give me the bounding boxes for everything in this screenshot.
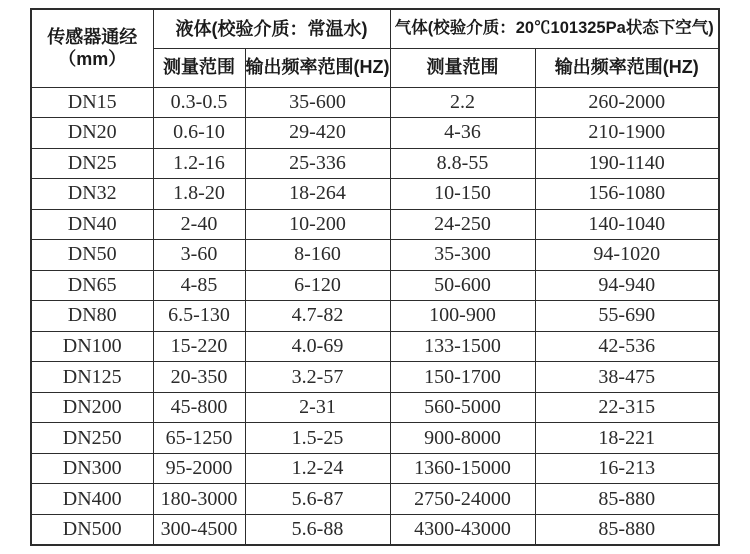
flowmeter-spec-table-container <box>30 8 720 546</box>
gas-measure-range-cell: 10-150 <box>390 179 535 210</box>
table-row <box>31 148 719 179</box>
gas-output-frequency-range-hz-cell: 94-1020 <box>535 240 719 271</box>
liquid-output-frequency-range-hz-cell: 5.6-88 <box>245 514 390 545</box>
gas-output-frequency-range-hz-cell: 260-2000 <box>535 87 719 118</box>
liquid-freq-range-header: 输出频率范围(HZ) <box>245 48 390 87</box>
liquid-output-frequency-range-hz-cell: 18-264 <box>245 179 390 210</box>
gas-output-frequency-range-hz-cell: 156-1080 <box>535 179 719 210</box>
liquid-output-frequency-range-hz-cell: 10-200 <box>245 209 390 240</box>
liquid-output-frequency-range-hz-cell: 29-420 <box>245 118 390 149</box>
gas-group-header: 气体(校验介质：20℃101325Pa状态下空气) <box>390 9 719 48</box>
table-row <box>31 453 719 484</box>
sensor-diameter-header-line2: （mm） <box>58 49 127 70</box>
liquid-output-frequency-range-hz-cell: 4.7-82 <box>245 301 390 332</box>
sensor-diameter-header-line1: 传感器通经 <box>47 26 138 47</box>
sensor-diameter-header <box>31 9 153 87</box>
table-header <box>31 9 719 87</box>
gas-output-frequency-range-hz-cell: 140-1040 <box>535 209 719 240</box>
gas-measure-range-cell: 50-600 <box>390 270 535 301</box>
gas-output-frequency-range-hz-cell: 85-880 <box>535 514 719 545</box>
liquid-output-frequency-range-hz-cell: 5.6-87 <box>245 484 390 515</box>
gas-output-frequency-range-hz-cell: 190-1140 <box>535 148 719 179</box>
table-row <box>31 209 719 240</box>
gas-output-frequency-range-hz-cell: 16-213 <box>535 453 719 484</box>
sensor-diameter-dn-cell: DN100 <box>31 331 153 362</box>
sensor-diameter-dn-cell: DN250 <box>31 423 153 454</box>
liquid-measure-range-cell: 0.6-10 <box>153 118 245 149</box>
table-row <box>31 514 719 545</box>
gas-measure-range-header: 测量范围 <box>390 48 535 87</box>
liquid-measure-range-cell: 0.3-0.5 <box>153 87 245 118</box>
table-row <box>31 331 719 362</box>
liquid-measure-range-cell: 95-2000 <box>153 453 245 484</box>
liquid-measure-range-cell: 15-220 <box>153 331 245 362</box>
liquid-output-frequency-range-hz-cell: 1.2-24 <box>245 453 390 484</box>
gas-output-frequency-range-hz-cell: 42-536 <box>535 331 719 362</box>
gas-output-frequency-range-hz-cell: 18-221 <box>535 423 719 454</box>
liquid-measure-range-cell: 300-4500 <box>153 514 245 545</box>
sensor-diameter-dn-cell: DN25 <box>31 148 153 179</box>
gas-measure-range-cell: 8.8-55 <box>390 148 535 179</box>
flowmeter-spec-table <box>30 8 720 546</box>
sensor-diameter-dn-cell: DN80 <box>31 301 153 332</box>
sensor-diameter-dn-cell: DN20 <box>31 118 153 149</box>
liquid-output-frequency-range-hz-cell: 35-600 <box>245 87 390 118</box>
liquid-measure-range-cell: 4-85 <box>153 270 245 301</box>
liquid-measure-range-cell: 45-800 <box>153 392 245 423</box>
gas-measure-range-cell: 150-1700 <box>390 362 535 393</box>
liquid-output-frequency-range-hz-cell: 25-336 <box>245 148 390 179</box>
table-row <box>31 240 719 271</box>
liquid-output-frequency-range-hz-cell: 8-160 <box>245 240 390 271</box>
sensor-diameter-dn-cell: DN300 <box>31 453 153 484</box>
sensor-diameter-dn-cell: DN32 <box>31 179 153 210</box>
liquid-output-frequency-range-hz-cell: 1.5-25 <box>245 423 390 454</box>
gas-output-frequency-range-hz-cell: 210-1900 <box>535 118 719 149</box>
table-body <box>31 87 719 545</box>
table-row <box>31 87 719 118</box>
gas-measure-range-cell: 2.2 <box>390 87 535 118</box>
sensor-diameter-dn-cell: DN400 <box>31 484 153 515</box>
liquid-measure-range-cell: 65-1250 <box>153 423 245 454</box>
liquid-output-frequency-range-hz-cell: 3.2-57 <box>245 362 390 393</box>
table-row <box>31 301 719 332</box>
liquid-measure-range-cell: 3-60 <box>153 240 245 271</box>
gas-measure-range-cell: 560-5000 <box>390 392 535 423</box>
liquid-group-header: 液体(校验介质：常温水) <box>153 9 390 48</box>
liquid-measure-range-cell: 1.2-16 <box>153 148 245 179</box>
liquid-measure-range-cell: 20-350 <box>153 362 245 393</box>
liquid-measure-range-header: 测量范围 <box>153 48 245 87</box>
table-row <box>31 179 719 210</box>
sensor-diameter-dn-cell: DN200 <box>31 392 153 423</box>
gas-output-frequency-range-hz-cell: 94-940 <box>535 270 719 301</box>
sensor-diameter-dn-cell: DN500 <box>31 514 153 545</box>
gas-output-frequency-range-hz-cell: 38-475 <box>535 362 719 393</box>
sensor-diameter-dn-cell: DN40 <box>31 209 153 240</box>
gas-measure-range-cell: 2750-24000 <box>390 484 535 515</box>
sensor-diameter-dn-cell: DN125 <box>31 362 153 393</box>
gas-measure-range-cell: 24-250 <box>390 209 535 240</box>
gas-measure-range-cell: 900-8000 <box>390 423 535 454</box>
liquid-measure-range-cell: 1.8-20 <box>153 179 245 210</box>
gas-freq-range-header: 输出频率范围(HZ) <box>535 48 719 87</box>
gas-measure-range-cell: 100-900 <box>390 301 535 332</box>
header-row-groups <box>31 9 719 48</box>
liquid-output-frequency-range-hz-cell: 6-120 <box>245 270 390 301</box>
gas-measure-range-cell: 4300-43000 <box>390 514 535 545</box>
table-row <box>31 118 719 149</box>
liquid-measure-range-cell: 2-40 <box>153 209 245 240</box>
table-row <box>31 362 719 393</box>
table-row <box>31 270 719 301</box>
sensor-diameter-dn-cell: DN15 <box>31 87 153 118</box>
liquid-output-frequency-range-hz-cell: 4.0-69 <box>245 331 390 362</box>
liquid-measure-range-cell: 180-3000 <box>153 484 245 515</box>
gas-output-frequency-range-hz-cell: 22-315 <box>535 392 719 423</box>
gas-output-frequency-range-hz-cell: 55-690 <box>535 301 719 332</box>
table-row <box>31 423 719 454</box>
gas-measure-range-cell: 35-300 <box>390 240 535 271</box>
table-row <box>31 392 719 423</box>
sensor-diameter-dn-cell: DN65 <box>31 270 153 301</box>
gas-output-frequency-range-hz-cell: 85-880 <box>535 484 719 515</box>
gas-measure-range-cell: 1360-15000 <box>390 453 535 484</box>
liquid-output-frequency-range-hz-cell: 2-31 <box>245 392 390 423</box>
gas-measure-range-cell: 4-36 <box>390 118 535 149</box>
table-row <box>31 484 719 515</box>
gas-measure-range-cell: 133-1500 <box>390 331 535 362</box>
sensor-diameter-dn-cell: DN50 <box>31 240 153 271</box>
liquid-measure-range-cell: 6.5-130 <box>153 301 245 332</box>
